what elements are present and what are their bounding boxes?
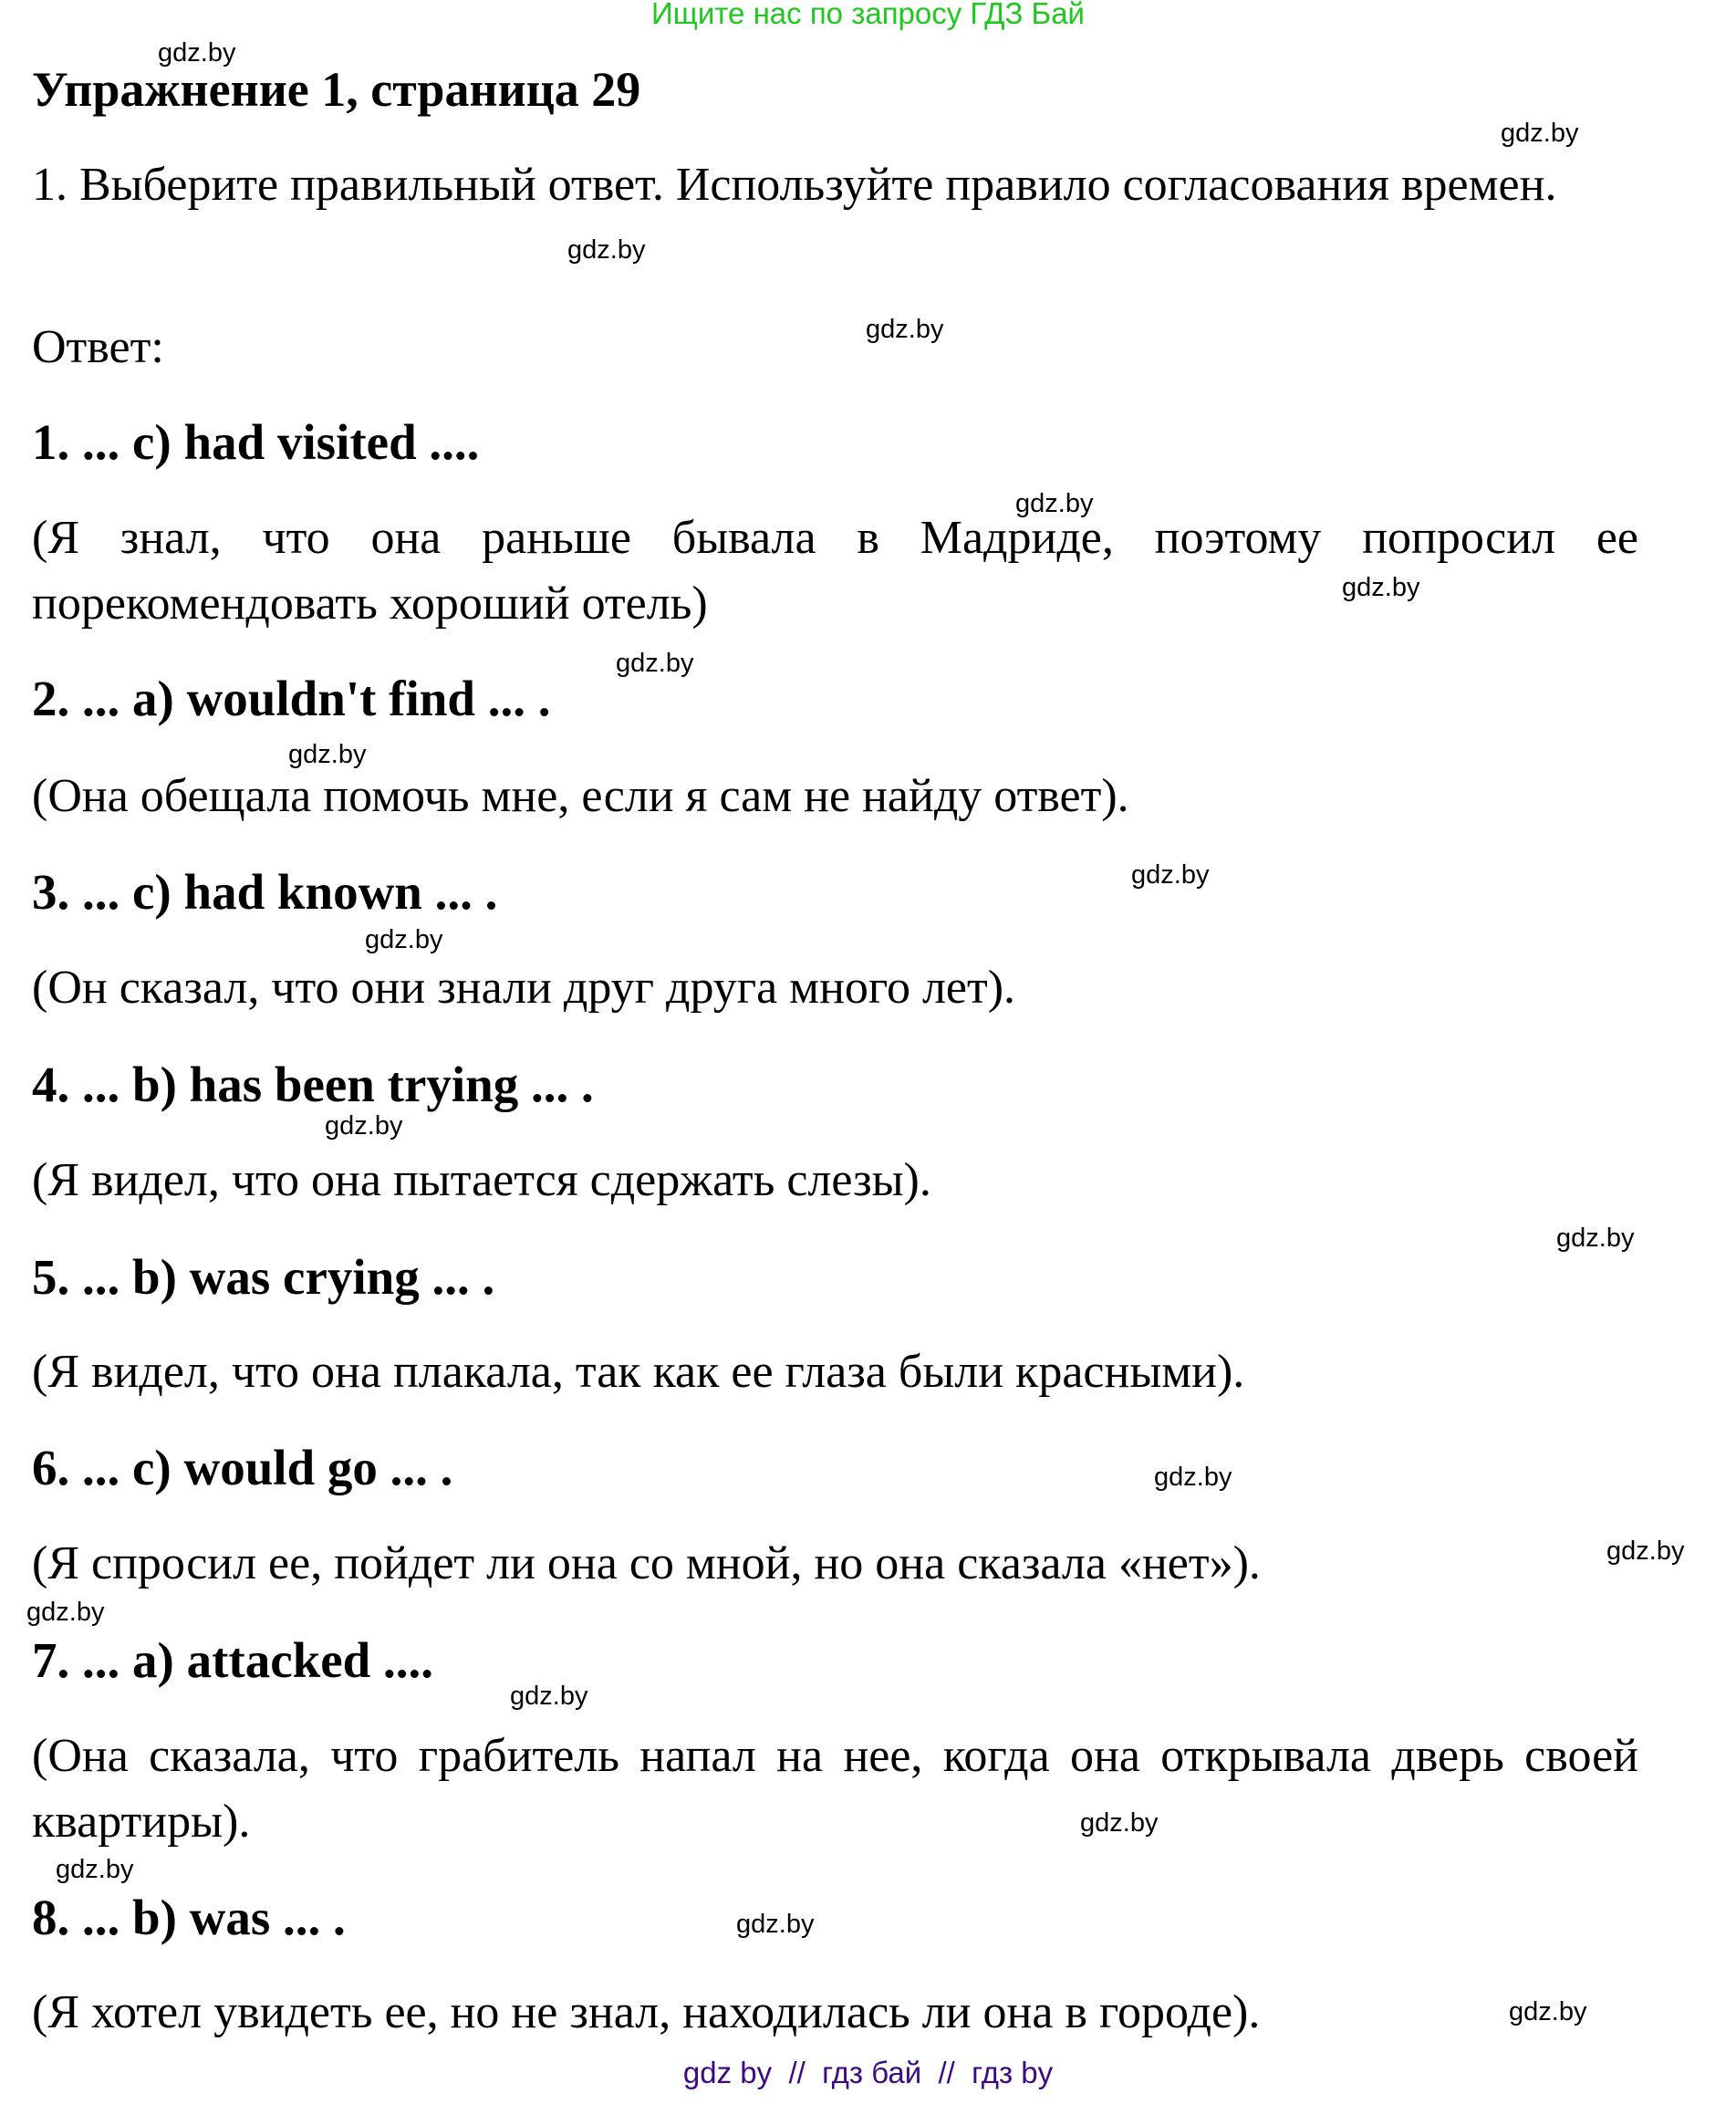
translation-4: (Я видел, что она пытается сдержать слезы). bbox=[32, 1154, 931, 1206]
watermark: gdz.by bbox=[365, 925, 443, 954]
translation-7: (Она сказала, что грабитель напал на нее, когда она открывала дверь своей квартиры). bbox=[32, 1730, 1638, 1848]
answer-1: 1. ... c) had visited .... bbox=[32, 414, 480, 470]
watermark: gdz.by bbox=[1556, 1224, 1635, 1253]
answer-3: 3. ... c) had known ... . bbox=[32, 864, 498, 920]
watermark: gdz.by bbox=[56, 1855, 134, 1884]
watermark: gdz.by bbox=[1080, 1808, 1159, 1838]
watermark: gdz.by bbox=[1501, 119, 1579, 148]
answer-8: 8. ... b) was ... . bbox=[32, 1890, 346, 1945]
watermark: gdz.by bbox=[26, 1598, 105, 1627]
search-banner: Ищите нас по запросу ГДЗ Бай bbox=[651, 0, 1085, 30]
answer-4: 4. ... b) has been trying ... . bbox=[32, 1057, 594, 1112]
watermark: gdz.by bbox=[510, 1682, 588, 1711]
translation-6: (Я спросил ее, пойдет ли она со мной, но она сказала «нет»). bbox=[32, 1537, 1261, 1589]
translation-2: (Она обещала помочь мне, если я сам не найду ответ). bbox=[32, 770, 1129, 822]
watermark: gdz.by bbox=[1606, 1536, 1685, 1566]
watermark: gdz.by bbox=[736, 1910, 815, 1939]
answer-5: 5. ... b) was crying ... . bbox=[32, 1249, 495, 1305]
watermark: gdz.by bbox=[288, 740, 367, 769]
answer-6: 6. ... c) would go ... . bbox=[32, 1440, 453, 1495]
watermark: gdz.by bbox=[158, 38, 236, 68]
task-text: 1. Выберите правильный ответ. Используйте правило согласования времен. bbox=[32, 159, 1557, 211]
translation-5: (Я видел, что она плакала, так как ее глаза были красными). bbox=[32, 1346, 1245, 1398]
watermark: gdz.by bbox=[616, 649, 694, 678]
watermark: gdz.by bbox=[325, 1111, 403, 1141]
translation-8: (Я хотел увидеть ее, но не знал, находилась ли она в городе). bbox=[32, 1986, 1261, 2038]
watermark: gdz.by bbox=[1154, 1463, 1232, 1492]
translation-3: (Он сказал, что они знали друг друга много лет). bbox=[32, 962, 1016, 1014]
watermark: gdz.by bbox=[1342, 573, 1420, 602]
translation-1: (Я знал, что она раньше бывала в Мадриде, поэтому попросил ее порекомендовать хороший отель) bbox=[32, 512, 1638, 630]
footer-links: gdz by // гдз бай // гдз by bbox=[682, 2056, 1054, 2089]
page-title: Упражнение 1, страница 29 bbox=[32, 62, 641, 117]
watermark: gdz.by bbox=[1131, 860, 1210, 890]
watermark: gdz.by bbox=[567, 235, 646, 265]
watermark: gdz.by bbox=[1509, 1997, 1587, 2026]
answer-7: 7. ... a) attacked .... bbox=[32, 1632, 433, 1688]
answer-2: 2. ... a) wouldn't find ... . bbox=[32, 671, 551, 726]
answer-label: Ответ: bbox=[32, 321, 164, 373]
watermark: gdz.by bbox=[866, 315, 944, 344]
watermark: gdz.by bbox=[1015, 489, 1094, 518]
